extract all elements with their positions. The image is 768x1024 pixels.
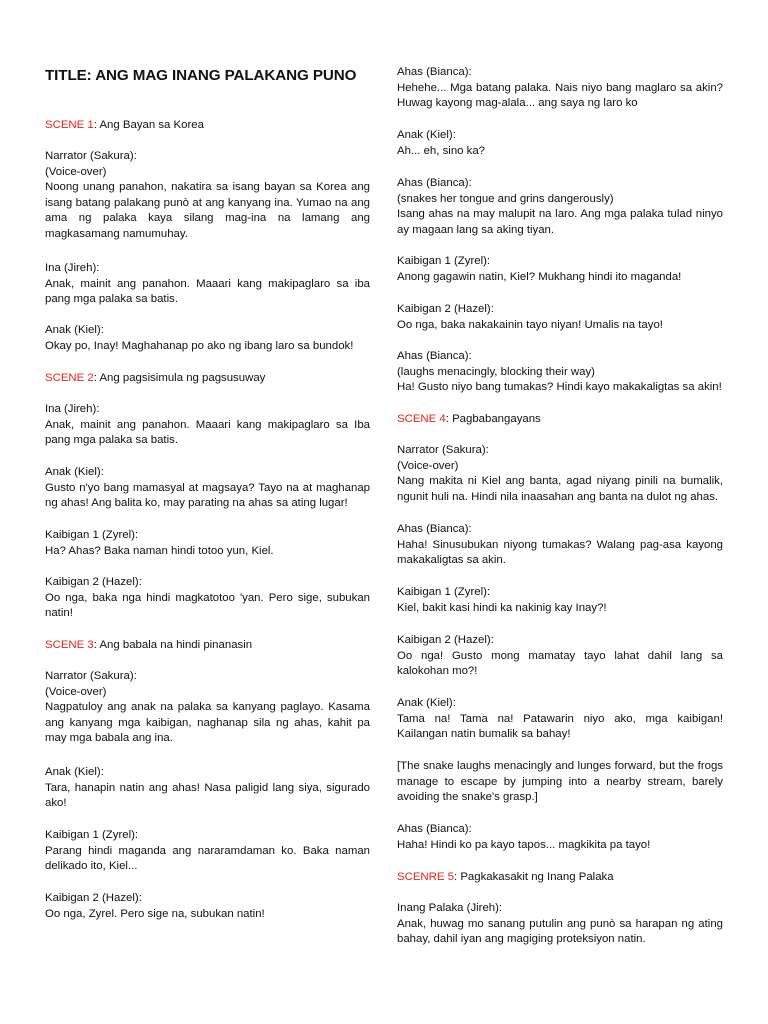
dialogue-kaibigan2-3 xyxy=(397,302,723,333)
line-text: Anak, mainit ang panahon. Maaari kang makipaglaro sa iba pang mga palaka sa batis. xyxy=(45,277,370,306)
dialogue-ahas-3 xyxy=(397,349,723,396)
stage-direction-text: [The snake laughs menacingly and lunges forward, but the frogs manage to escape by jumping into a nearby stream, barely avoiding the snake's grasp.] xyxy=(397,760,723,804)
line-text: Nang makita ni Kiel ang banta, agad niyang pinili na bumalik, ngunit huli na. Hindi nila inaasahan ang banta na dulot ng ahas. xyxy=(397,475,723,503)
scene-1-title: : Ang Bayan sa Korea xyxy=(93,119,204,131)
speaker: Anak (Kiel): xyxy=(45,766,104,778)
speaker: Inang Palaka (Jireh): xyxy=(397,902,503,914)
dialogue-narrator-3 xyxy=(45,669,370,747)
speaker: Ina (Jireh): xyxy=(45,262,100,274)
line-text: Hehehe... Mga batang palaka. Nais niyo bang maglaro sa akin? Huwag kayong mag-alala... ang saya ng laro ko xyxy=(397,81,723,110)
speaker: Anak (Kiel): xyxy=(45,324,104,336)
dialogue-kaibigan1-4 xyxy=(397,585,723,616)
line-text: Tama na! Tama na! Patawarin niyo ako, mga kaibigan! Kailangan natin bumalik sa bahay! xyxy=(397,712,723,741)
speaker: Ahas (Bianca): xyxy=(397,66,472,78)
speaker: Kaibigan 1 (Zyrel): xyxy=(397,586,491,598)
speaker: Anak (Kiel): xyxy=(397,129,456,141)
dialogue-ina-1 xyxy=(45,261,370,308)
line-text: Oo nga, baka nga hindi magkatotoo 'yan. Pero sige, subukan natin! xyxy=(45,591,370,620)
line-text: Nagpatuloy ang anak na palaka sa kanyang paglayo. Kasama ang kanyang mga kaibigan, naghanap sila ng ahas, kahit pa may mga babala ang ina. xyxy=(45,701,370,745)
speaker: Ahas (Bianca): xyxy=(397,523,472,535)
dialogue-inang-palaka-5 xyxy=(397,901,723,948)
line-text: Oo nga, baka nakakainin tayo niyan! Umalis na tayo! xyxy=(397,318,663,331)
speaker: Kaibigan 2 (Hazel): xyxy=(397,303,494,315)
dialogue-ina-2 xyxy=(45,402,370,449)
line-text: Kiel, bakit kasi hindi ka nakinig kay Inay?! xyxy=(397,601,607,614)
dialogue-anak-2 xyxy=(45,465,370,512)
line-text: Ha! Gusto niyo bang tumakas? Hindi kayo makakaligtas sa akin! xyxy=(397,381,722,394)
speaker: Kaibigan 1 (Zyrel): xyxy=(45,529,139,541)
dialogue-anak-1 xyxy=(45,323,370,354)
scene-4-heading xyxy=(397,412,723,428)
speaker: Narrator (Sakura): xyxy=(45,670,137,682)
scene-1-label: SCENE 1 xyxy=(45,119,94,131)
line-text: Anong gagawin natin, Kiel? Mukhang hindi ito maganda! xyxy=(397,270,682,283)
scene-1-heading xyxy=(45,118,370,134)
line-text: Anak, huwag mo sanang putulin ang punò sa harapan ng ating bahay, dahil iyan ang magiging proteksiyon natin. xyxy=(397,917,723,946)
dialogue-ahas-2 xyxy=(397,176,723,238)
scene-5-label: SCENRE 5 xyxy=(397,871,454,883)
line-text: Ah... eh, sino ka? xyxy=(397,144,486,157)
line-text: Oo nga, Zyrel. Pero sige na, subukan natin! xyxy=(45,907,265,920)
speaker: Kaibigan 2 (Hazel): xyxy=(45,576,142,588)
speaker: Ahas (Bianca): xyxy=(397,177,472,189)
speaker: Kaibigan 2 (Hazel): xyxy=(45,892,142,904)
line-text: Haha! Hindi ko pa kayo tapos... magkikita pa tayo! xyxy=(397,838,651,851)
dialogue-ahas-1 xyxy=(397,65,723,112)
speaker: Anak (Kiel): xyxy=(397,697,456,709)
dialogue-ahas-5 xyxy=(397,822,723,853)
line-text: Parang hindi maganda ang nararamdaman ko. Baka naman delikado ito, Kiel... xyxy=(45,844,370,873)
line-text: Gusto n'yo bang mamasyal at magsaya? Tayo na at maghanap ng ahas! Ang balita ko, may parating na ahas sa ating lugar! xyxy=(45,481,370,510)
line-text: Haha! Sinusubukan niyong tumakas? Walang pag-asa kayong makakaligtas sa akin. xyxy=(397,538,723,567)
speaker: Kaibigan 1 (Zyrel): xyxy=(397,255,491,267)
speaker: Ina (Jireh): xyxy=(45,403,100,415)
dialogue-anak-4 xyxy=(397,128,723,159)
document-title: TITLE: ANG MAG INANG PALAKANG PUNO xyxy=(45,67,357,84)
scene-4-label: SCENE 4 xyxy=(397,413,446,425)
stage-note: (Voice-over) xyxy=(45,165,107,178)
line-text: Ha? Ahas? Baka naman hindi totoo yun, Kiel. xyxy=(45,544,274,557)
line-text: Oo nga! Gusto mong mamatay tayo lahat dahil lang sa kalokohan mo?! xyxy=(397,649,723,678)
dialogue-kaibigan2-4 xyxy=(397,633,723,680)
stage-note: (laughs menacingly, blocking their way) xyxy=(397,365,595,378)
dialogue-ahas-4 xyxy=(397,522,723,569)
scene-2-title: : Ang pagsisimula ng pagsusuway xyxy=(93,372,266,384)
stage-note: (snakes her tongue and grins dangerously) xyxy=(397,192,614,205)
dialogue-kaibigan1-1 xyxy=(45,528,370,559)
scene-3-label: SCENE 3 xyxy=(45,639,94,651)
speaker: Kaibigan 2 (Hazel): xyxy=(397,634,494,646)
line-text: Isang ahas na may malupit na laro. Ang mga palaka tulad ninyo ay magaan lang sa aking tiyan. xyxy=(397,208,723,236)
scene-5-title: : Pagkakasakit ng Inang Palaka xyxy=(453,871,614,883)
scene-3-title: : Ang babala na hindi pinanasin xyxy=(93,639,253,651)
dialogue-kaibigan2-2 xyxy=(45,891,370,922)
speaker: Anak (Kiel): xyxy=(45,466,104,478)
line-text: Anak, mainit ang panahon. Maaari kang makipaglaro sa Iba pang mga palaka sa batis. xyxy=(45,418,370,447)
scene-3-heading xyxy=(45,638,370,654)
speaker: Ahas (Bianca): xyxy=(397,823,472,835)
dialogue-narrator-4 xyxy=(397,443,723,505)
stage-note: (Voice-over) xyxy=(45,685,107,698)
scene-2-label: SCENE 2 xyxy=(45,372,94,384)
scene-5-heading xyxy=(397,870,723,886)
line-text: Noong unang panahon, nakatira sa isang bayan sa Korea ang isang batang palakang punò at ang kanyang ina. Yumao na ang ama ng palaka kaya silang mag-ina na lamang ang magkasamang namumuhay. xyxy=(45,181,370,240)
dialogue-kaibigan2-1 xyxy=(45,575,370,622)
dialogue-anak-5 xyxy=(397,696,723,743)
speaker: Ahas (Bianca): xyxy=(397,350,472,362)
line-text: Tara, hanapin natin ang ahas! Nasa paligid lang siya, sigurado ako! xyxy=(45,781,370,810)
dialogue-narrator-1 xyxy=(45,149,370,243)
stage-direction xyxy=(397,759,723,806)
dialogue-kaibigan1-3 xyxy=(397,254,723,285)
dialogue-kaibigan1-2 xyxy=(45,828,370,875)
stage-note: (Voice-over) xyxy=(397,459,459,472)
scene-4-title: : Pagbabangayans xyxy=(445,413,541,425)
scene-2-heading xyxy=(45,371,370,387)
dialogue-anak-3 xyxy=(45,765,370,812)
line-text: Okay po, Inay! Maghahanap po ako ng ibang laro sa bundok! xyxy=(45,339,354,352)
speaker: Narrator (Sakura): xyxy=(45,150,137,162)
speaker: Kaibigan 1 (Zyrel): xyxy=(45,829,139,841)
speaker: Narrator (Sakura): xyxy=(397,444,489,456)
